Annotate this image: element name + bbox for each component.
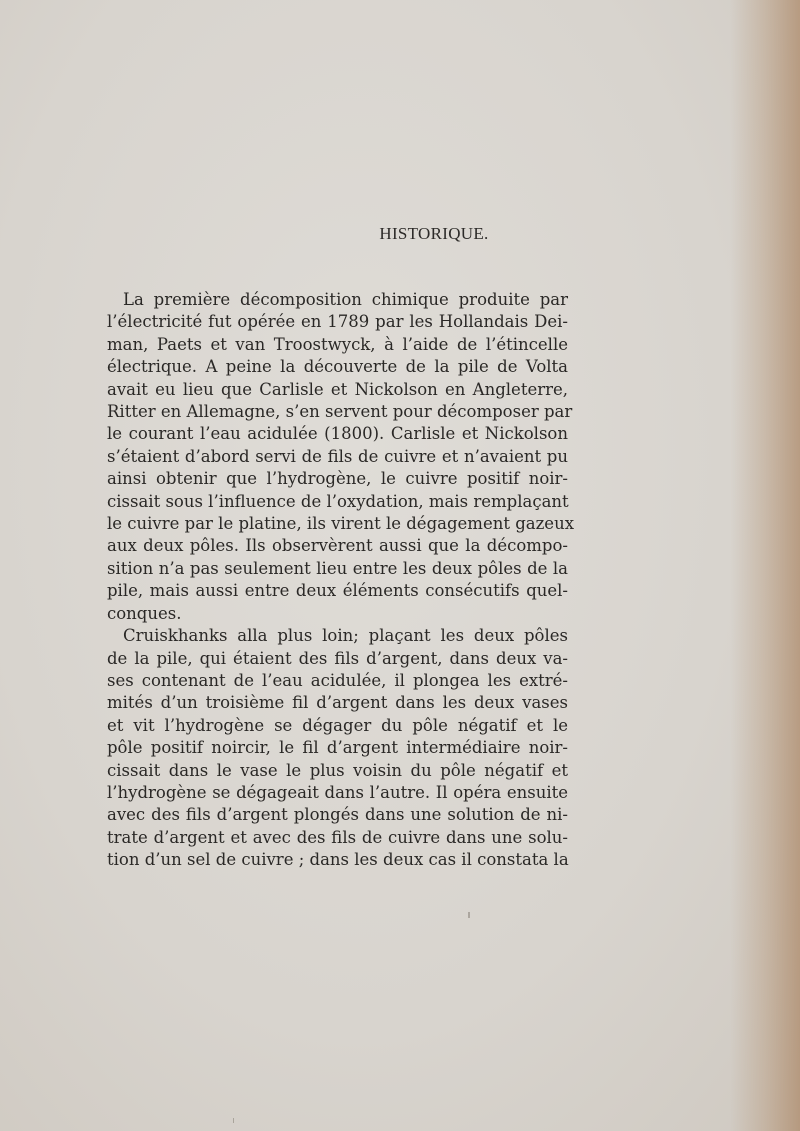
text-line: électrique. A peine la découverte de la pile de Volta bbox=[107, 357, 568, 377]
text-line: trate d’argent et avec des fils de cuivre dans une solu- bbox=[107, 827, 568, 847]
text-line: cissait dans le vase le plus voisin du pôle négatif et bbox=[107, 760, 568, 780]
text-line: le cuivre par le platine, ils virent le dégagement gazeux bbox=[107, 514, 574, 534]
text-line: Cruiskhanks alla plus loin; plaçant les deux pôles bbox=[123, 626, 568, 646]
text-line: pôle positif noircir, le fil d’argent intermédiaire noir- bbox=[107, 738, 568, 758]
text-line: de la pile, qui étaient des fils d’argent, dans deux va- bbox=[107, 648, 568, 668]
paragraph-2 bbox=[107, 625, 568, 871]
text-line: le courant l’eau acidulée (1800). Carlisle et Nickolson bbox=[107, 424, 568, 444]
text-line: avait eu lieu que Carlisle et Nickolson en Angleterre, bbox=[107, 379, 568, 399]
text-line: tion d’un sel de cuivre ; dans les deux cas il constata la bbox=[107, 850, 569, 870]
paragraph-1 bbox=[107, 289, 574, 625]
text-line: sition n’a pas seulement lieu entre les deux pôles de la bbox=[107, 558, 568, 578]
text-line: mités d’un troisième fil d’argent dans les deux vases bbox=[107, 693, 568, 713]
text-line: avec des fils d’argent plongés dans une solution de ni- bbox=[107, 805, 568, 825]
text-line: et vit l’hydrogène se dégager du pôle négatif et le bbox=[107, 715, 568, 735]
text-line: man, Paets et van Troostwyck, à l’aide de l’étincelle bbox=[107, 334, 568, 354]
text-line: La première décomposition chimique produite par bbox=[123, 290, 568, 309]
text-line: s’étaient d’abord servi de fils de cuivre et n’avaient pu bbox=[107, 446, 568, 466]
text-line: ses contenant de l’eau acidulée, il plongea les extré- bbox=[107, 670, 568, 690]
text-line: aux deux pôles. Ils observèrent aussi que la décompo- bbox=[107, 536, 568, 556]
text-line: l’hydrogène se dégageait dans l’autre. Il opéra ensuite bbox=[107, 782, 568, 802]
text-line: ainsi obtenir que l’hydrogène, le cuivre positif noir- bbox=[107, 469, 568, 489]
body-text bbox=[107, 289, 574, 872]
paper-speck bbox=[233, 1118, 234, 1123]
section-heading: HISTORIQUE. bbox=[379, 224, 489, 243]
bleed-through-texture bbox=[108, 128, 578, 152]
text-line: conques. bbox=[107, 603, 182, 623]
text-line: l’électricité fut opérée en 1789 par les Hollandais Dei- bbox=[107, 312, 568, 332]
text-line: Ritter en Allemagne, s’en servent pour décomposer par bbox=[107, 402, 573, 422]
paper-speck bbox=[468, 912, 470, 918]
text-line: pile, mais aussi entre deux éléments consécutifs quel- bbox=[107, 581, 568, 601]
text-line: cissait sous l’influence de l’oxydation, mais remplaçant bbox=[107, 491, 569, 511]
